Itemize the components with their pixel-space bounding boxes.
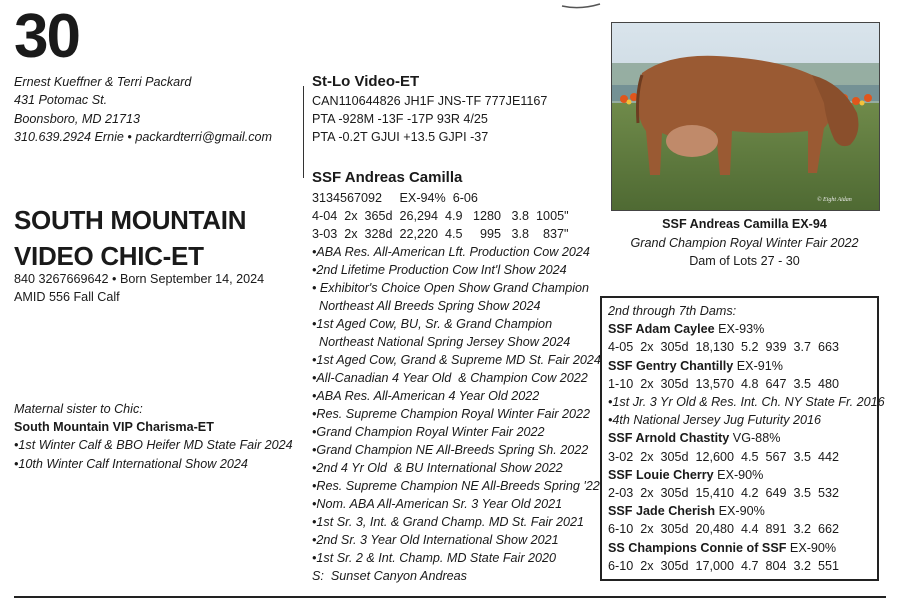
cow-illustration	[612, 23, 879, 210]
dams-heading: 2nd through 7th Dams:	[608, 304, 737, 318]
animal-title	[14, 202, 246, 274]
dam-entry-score: EX-90%	[715, 504, 765, 519]
dam-entry-record: 2-03 2x 305d 15,410 4.2 649 3.5 532	[608, 486, 840, 501]
footer-rule	[14, 596, 886, 598]
dam-entry-note: •4th National Jersey Jug Futurity 2016	[608, 413, 822, 428]
sire-name: St-Lo Video-ET	[312, 73, 420, 90]
dam-entry-record: 6-10 2x 305d 20,480 4.4 891 3.2 662	[608, 522, 840, 537]
sire-info-line: PTA -928M -13F -17P 93R 4/25	[312, 112, 488, 126]
sire-info-line: CAN110644826 JH1F JNS-TF 777JE1167	[312, 94, 548, 108]
sire-info-line: PTA -0.2T GJUI +13.5 GJPI -37	[312, 130, 489, 144]
dam-entry-header	[608, 320, 871, 338]
consignor-contact: 310.639.2924 Ernie • packardterri@gmail.com	[14, 129, 273, 144]
dam-award: •1st Sr. 3, Int. & Grand Champ. MD St. Fair 2021	[312, 515, 585, 529]
consignor-city: Boonsboro, MD 21713	[14, 111, 141, 126]
lot-number: 30	[14, 2, 79, 71]
dam-award: •Grand Champion NE All-Breeds Spring Sh. 2022	[312, 443, 589, 457]
dam-record-line: 4-04 2x 365d 26,294 4.9 1280 3.8 1005"	[312, 209, 569, 223]
dam-entry-header	[608, 502, 871, 520]
decorative-swash	[560, 0, 620, 10]
dam-award: Northeast All Breeds Spring Show 2024	[312, 299, 541, 313]
photo-caption	[611, 215, 878, 271]
dam-award: •Grand Champion Royal Winter Fair 2022	[312, 425, 545, 439]
dam-entry-header	[608, 357, 871, 375]
dam-award: • Exhibitor's Choice Open Show Grand Champion	[312, 281, 590, 295]
dam-award: •1st Sr. 2 & Int. Champ. MD State Fair 2020	[312, 551, 557, 565]
consignor-street: 431 Potomac St.	[14, 93, 108, 108]
dam-award: •1st Aged Cow, BU, Sr. & Grand Champion	[312, 317, 553, 331]
dam-block	[312, 168, 601, 585]
class-line: AMID 556 Fall Calf	[14, 290, 120, 304]
dam-award: •Nom. ABA All-American Sr. 3 Year Old 2021	[312, 497, 563, 511]
dam-award: •ABA Res. All-American 4 Year Old 2022	[312, 389, 540, 403]
animal-name-line1: SOUTH MOUNTAIN	[14, 205, 247, 235]
dam-award: •1st Aged Cow, Grand & Supreme MD St. Fair 2024	[312, 353, 601, 367]
registration-line: 840 3267669642 • Born September 14, 2024	[14, 272, 265, 286]
maternal-sister-label: Maternal sister to Chic:	[14, 402, 143, 416]
maternal-sister-win: •1st Winter Calf & BBO Heifer MD State Fair 2024	[14, 438, 293, 453]
dam-award: S: Sunset Canyon Andreas	[312, 569, 467, 583]
registration-block	[14, 270, 264, 306]
dam-award: Northeast National Spring Jersey Show 2024	[312, 335, 571, 349]
caption-lots: Dam of Lots 27 - 30	[689, 254, 800, 268]
dam-entry-record: 1-10 2x 305d 13,570 4.8 647 3.5 480	[608, 376, 840, 391]
dam-entry-score: EX-93%	[714, 322, 765, 337]
sire-block	[312, 72, 547, 146]
dam-entry-name: SS Champions Connie of SSF	[608, 540, 787, 555]
dam-entry-name: SSF Louie Cherry	[608, 467, 714, 482]
dam-entry-header	[608, 539, 871, 557]
dam-award: •2nd 4 Yr Old & BU International Show 2022	[312, 461, 563, 475]
dam-award: •ABA Res. All-American Lft. Production Cow 2024	[312, 245, 590, 259]
dam-awards-list	[312, 243, 601, 585]
photo-signature: © Eight Aidan	[817, 197, 852, 203]
dam-entry-name: SSF Gentry Chantilly	[608, 358, 734, 373]
dams-list	[608, 320, 885, 575]
maternal-sister-win: •10th Winter Calf International Show 2024	[14, 456, 248, 471]
dam-entry-score: EX-90%	[713, 467, 764, 482]
dam-entry-name: SSF Jade Cherish	[608, 504, 716, 519]
dam-entry-header	[608, 429, 871, 447]
consignor-block	[14, 73, 272, 146]
dam-entry-note: •1st Jr. 3 Yr Old & Res. Int. Ch. NY State Fr. 2016	[608, 395, 885, 410]
dam-entry-name: SSF Adam Caylee	[608, 322, 715, 337]
dam-entry-score: VG-88%	[729, 431, 781, 446]
consignor-name: Ernest Kueffner & Terri Packard	[14, 75, 192, 89]
dam-award: •Res. Supreme Champion NE All-Breeds Spring '22	[312, 479, 600, 493]
dam-award: •All-Canadian 4 Year Old & Champion Cow 2022	[312, 371, 588, 385]
dam-entry-name: SSF Arnold Chastity	[608, 431, 730, 446]
dam-award: •Res. Supreme Champion Royal Winter Fair 2022	[312, 407, 590, 421]
dam-entry-score: EX-91%	[733, 358, 783, 373]
dam-name: SSF Andreas Camilla	[312, 169, 463, 186]
dam-entry-record: 3-02 2x 305d 12,600 4.5 567 3.5 442	[608, 449, 840, 464]
maternal-sister-block	[14, 400, 293, 473]
caption-name: SSF Andreas Camilla EX-94	[662, 217, 827, 231]
dam-record-line: 3-03 2x 328d 22,220 4.5 995 3.8 837"	[312, 227, 569, 241]
caption-award: Grand Champion Royal Winter Fair 2022	[630, 235, 859, 250]
dam-record-line: 3134567092 EX-94% 6-06	[312, 191, 478, 205]
dam-entry-score: EX-90%	[786, 540, 837, 555]
sire-divider	[303, 86, 304, 178]
dam-entry-record: 4-05 2x 305d 18,130 5.2 939 3.7 663	[608, 340, 840, 355]
ancestral-dams-box	[600, 296, 885, 581]
dam-award: •2nd Lifetime Production Cow Int'l Show 2024	[312, 263, 567, 277]
cow-photo	[611, 22, 880, 211]
dam-award: •2nd Sr. 3 Year Old International Show 2021	[312, 533, 559, 547]
dam-entry-header	[608, 466, 871, 484]
dam-entry-record: 6-10 2x 305d 17,000 4.7 804 3.2 551	[608, 558, 840, 573]
maternal-sister-name: South Mountain VIP Charisma-ET	[14, 420, 214, 435]
animal-name-line2: VIDEO CHIC-ET	[14, 241, 204, 271]
